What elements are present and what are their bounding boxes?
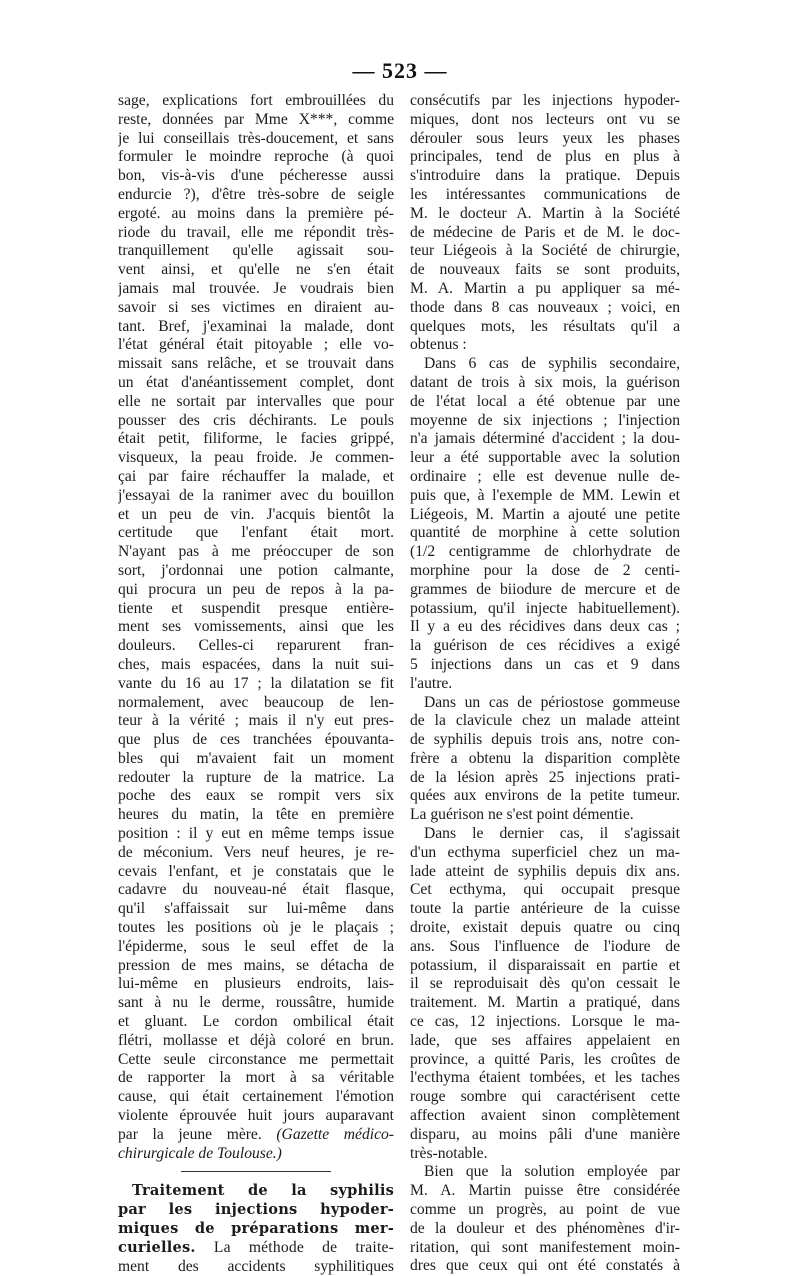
text-line: Dans un cas de périostose gommeuse <box>424 693 680 711</box>
text-line: datant de trois à six mois, la guérison <box>410 373 680 391</box>
text-line: de médecine de Paris et de M. le doc- <box>410 223 680 241</box>
text-line: position : il y eut en même temps issue <box>118 825 394 843</box>
text-line: (1/2 centigramme de chlorhydrate de <box>410 543 680 561</box>
text-line: dres que ceux qui ont été constatés à <box>410 1257 680 1275</box>
text-line: bon, vis-à-vis d'une pécheresse aussi <box>118 167 394 185</box>
text-line: et gluant. Le cordon ombilical était <box>118 1013 394 1031</box>
text-fragment: par la jeune mère. <box>118 1125 262 1143</box>
text-line: 5 injections dans un cas et 9 dans <box>410 655 680 673</box>
page-number: — 523 — <box>352 58 448 83</box>
text-line: traitement. M. Martin a pratiqué, dans <box>410 994 680 1012</box>
text-line: ritation, qui sont manifestement moin- <box>410 1238 680 1256</box>
text-line: lade atteint de syphilis depuis dix ans. <box>410 862 680 880</box>
text-line: normalement, avec beaucoup de len- <box>118 693 394 711</box>
text-line: l'autre. <box>410 674 453 692</box>
text-line: d'un ecthyma superficiel chez un ma- <box>410 843 680 861</box>
right-column <box>410 92 680 1276</box>
text-line: ce cas, 12 injections. Lorsque le ma- <box>410 1013 680 1031</box>
text-line: il se reproduisait dès qu'on cessait le <box>410 975 680 993</box>
text-line: de l'état local a été obtenue par une <box>410 392 680 410</box>
text-line: reste, données par Mme X***, comme <box>118 110 394 128</box>
text-line: Bien que la solution employée par <box>424 1163 680 1181</box>
text-line: endurcie ?), d'être très-sobre de seigle <box>118 185 394 203</box>
text-line: Dans 6 cas de syphilis secondaire, <box>424 355 680 373</box>
text-line: de syphilis depuis trois ans, notre con- <box>410 731 680 749</box>
text-line: tranquillement qu'elle agissait sou- <box>118 242 394 260</box>
text-line: quelques mots, les résultats qu'il a <box>410 317 680 335</box>
text-line: tant. Bref, j'examinai la malade, dont <box>118 317 394 335</box>
text-line: province, a quitté Paris, les croûtes de <box>410 1050 680 1068</box>
text-line: certitude que l'enfant était mort. <box>118 524 394 542</box>
text-line: vante du 16 au 17 ; la dilatation se fit <box>118 674 394 692</box>
text-line: l'ecthyma étaient tombées, et les taches <box>410 1069 680 1087</box>
text-line: frère a obtenu la disparition complète <box>410 749 680 767</box>
text-line: ment ses vomissements, ainsi que les <box>118 618 394 636</box>
text-line: qu'il s'affaissait sur lui-même dans <box>118 900 394 918</box>
text-line: la guérison de ces récidives a exigé <box>410 637 680 655</box>
text-line: toutes les positions où je le plaçais ; <box>118 919 394 937</box>
text-line: Liégeois, M. Martin a ajouté une petite <box>410 505 680 523</box>
text-line: Il y a eu des récidives dans deux cas ; <box>410 618 680 636</box>
text-line: bles qui m'avaient fait un moment <box>118 749 394 767</box>
text-line: çai par faire réchauffer la malade, et <box>118 467 394 485</box>
text-line: lade, que ses affaires appelaient en <box>410 1031 680 1049</box>
text-line: Cet ecthyma, qui occupait presque <box>410 881 680 899</box>
text-line: affection avaient sinon complètement <box>410 1107 680 1125</box>
text-line: de rapporter la mort à sa véritable <box>118 1069 394 1087</box>
text-line: Dans le dernier cas, il s'agissait <box>424 825 680 843</box>
text-line: lui-même en plusieurs endroits, lais- <box>118 975 394 993</box>
text-line: un état d'anéantissement complet, dont <box>118 373 394 391</box>
text-line: cadavre du nouveau-né était flasque, <box>118 881 394 899</box>
text-line: était petit, filiforme, le facies grippé, <box>118 430 394 448</box>
text-line: obtenus : <box>410 336 467 354</box>
text-line: jamais mal trouvée. Je voudrais bien <box>118 279 394 297</box>
text-line: rouge sombre qui caractérisent cette <box>410 1088 680 1106</box>
text-line: toute la partie antérieure de la cuisse <box>410 900 680 918</box>
text-line: vent ainsi, et qu'elle ne s'en était <box>118 261 394 279</box>
text-line: elle ne sortait par intervalles que pour <box>118 392 394 410</box>
text-line: sant à nu le derme, roussâtre, humide <box>118 994 394 1012</box>
text-line: ches, mais espacées, dans la nuit sui- <box>118 655 394 673</box>
section-heading-end: curielles. <box>118 1238 196 1256</box>
text-line: très-notable. <box>410 1144 488 1162</box>
text-line: cevais l'enfant, et je constatais que le <box>118 862 394 880</box>
text-line: l'épiderme, sous le seul effet de la <box>118 937 394 955</box>
text-line <box>118 1126 394 1145</box>
section-heading-line: par les injections hypoder- <box>118 1201 394 1219</box>
text-line: thode dans 8 cas nouveaux ; voici, en <box>410 298 680 316</box>
text-line: ergoté. au moins dans la première pé- <box>118 204 394 222</box>
text-line: poche des eaux se rompit vers six <box>118 787 394 805</box>
text-line: je lui conseillais très-doucement, et sans <box>118 129 394 147</box>
text-line: teur Liégeois à la Société de chirurgie, <box>410 242 680 260</box>
section-heading-line <box>118 1239 394 1258</box>
text-line: douleurs. Celles-ci reparurent fran- <box>118 637 394 655</box>
text-line: puis que, à l'exemple de MM. Lewin et <box>410 486 680 504</box>
text-line: La guérison ne s'est point démentie. <box>410 806 634 824</box>
text-line: disparu, au moins pâli d'une manière <box>410 1125 680 1143</box>
text-line: droite, existait depuis quatre ou cinq <box>410 919 680 937</box>
text-line: moyenne de six injections ; l'injection <box>410 411 680 429</box>
text-line: s'introduire dans la pratique. Depuis <box>410 167 680 185</box>
text-line: missait sans relâche, et se trouvait dans <box>118 355 394 373</box>
text-line: pousser des cris déchirants. Le pouls <box>118 411 394 429</box>
section-divider <box>181 1171 331 1172</box>
text-line: potassium, il disparaissait en partie et <box>410 956 680 974</box>
text-line: dérouler sous leurs yeux les phases <box>410 129 680 147</box>
text-line: leur a été supportable avec la solution <box>410 449 680 467</box>
section-heading-line: Traitement de la syphilis <box>132 1182 394 1200</box>
left-column <box>118 92 394 1276</box>
text-line: riode du travail, elle me répondit très- <box>118 223 394 241</box>
text-line: j'essayai de la ranimer avec du bouillon <box>118 486 394 504</box>
citation-source-end <box>118 1145 394 1164</box>
text-line: consécutifs par les injections hypoder- <box>410 92 680 109</box>
text-line: morphine pour la dose de 2 centi- <box>410 561 680 579</box>
text-line: sort, j'ordonnai une potion calmante, <box>118 561 394 579</box>
text-line: ordinaire ; elle est devenue nulle de- <box>410 467 680 485</box>
text-line: les intéressantes communications de <box>410 185 680 203</box>
text-line: teur à la vérité ; mais il n'y eut pres- <box>118 712 394 730</box>
text-line: sage, explications fort embrouillées du <box>118 92 394 109</box>
text-line: l'état général était pitoyable ; elle vo- <box>118 336 394 354</box>
text-line: n'a jamais déterminé d'accident ; la dou- <box>410 430 680 448</box>
text-line: M. A. Martin puisse être considérée <box>410 1182 680 1200</box>
text-line: principales, tend de plus en plus à <box>410 148 680 166</box>
text-line: quantité de morphine à cette solution <box>410 524 680 542</box>
text-line: formuler le moindre reproche (à quoi <box>118 148 394 166</box>
text-line: savoir si ses victimes en diraient au- <box>118 298 394 316</box>
text-line: pression de mes mains, se détacha de <box>118 956 394 974</box>
text-line: N'ayant pas à me préoccuper de son <box>118 543 394 561</box>
text-line: ment des accidents syphilitiques <box>118 1257 394 1275</box>
text-line: Cette seule circonstance me permettait <box>118 1050 394 1068</box>
text-line: M. A. Martin a pu appliquer sa mé- <box>410 279 680 297</box>
paragraph-start: La méthode de traite- <box>195 1238 394 1256</box>
text-line: visqueux, la peau froide. Je commen- <box>118 449 394 467</box>
text-line: de nouveaux faits se sont produits, <box>410 261 680 279</box>
text-line: tiente et suspendit presque entière- <box>118 599 394 617</box>
text-line: de méconium. Vers neuf heures, je re- <box>118 843 394 861</box>
citation-source: (Gazette médico- <box>276 1125 394 1143</box>
text-line: de la douleur et des phénomènes d'ir- <box>410 1219 680 1237</box>
text-line: ans. Sous l'influence de l'iodure de <box>410 937 680 955</box>
text-line: heures du matin, la tête en première <box>118 806 394 824</box>
text-line: qui procura un peu de repos à la pa- <box>118 580 394 598</box>
text-line: potassium, qu'il injecte habituellement). <box>410 599 680 617</box>
text-line: que plus de ces tranchées épouvanta- <box>118 731 394 749</box>
text-line: miques, dont nos lecteurs ont vu se <box>410 110 680 128</box>
text-line: M. le docteur A. Martin à la Société <box>410 204 680 222</box>
text-line: grammes de biiodure de mercure et de <box>410 580 680 598</box>
section-heading-line: miques de préparations mer- <box>118 1220 394 1238</box>
text-line: de la clavicule chez un malade atteint <box>410 712 680 730</box>
text-line: quées aux environs de la petite tumeur. <box>410 787 680 805</box>
text-line: et un peu de vin. J'acquis bientôt la <box>118 505 394 523</box>
text-line: cause, qui était certainement l'émotion <box>118 1088 394 1106</box>
citation-text: chirurgicale de Toulouse.) <box>118 1144 282 1162</box>
text-line: redouter la rupture de la matrice. La <box>118 768 394 786</box>
text-line: flétri, mollasse et déjà coloré en brun. <box>118 1031 394 1049</box>
text-line: violente éprouvée huit jours auparavant <box>118 1107 394 1125</box>
text-line: de la lésion après 25 injections prati- <box>410 768 680 786</box>
text-line: comme un progrès, au point de vue <box>410 1201 680 1219</box>
